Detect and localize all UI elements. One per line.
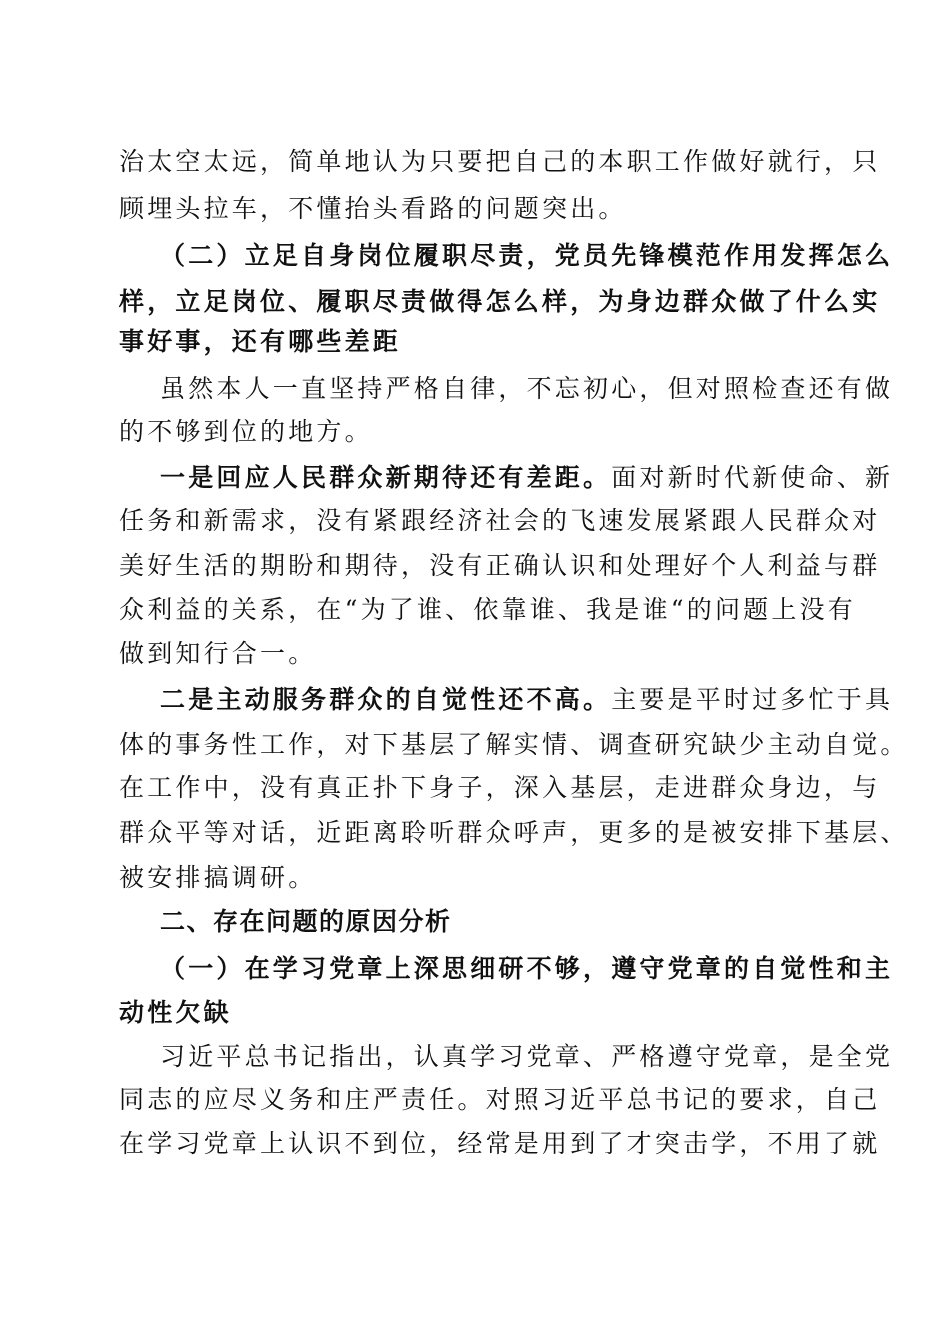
body-line [119, 861, 316, 895]
text-run: 在工作中，没有真正扑下身子，深入基层，走进群众身边，与 [119, 773, 881, 802]
body-line [160, 461, 893, 495]
body-line [119, 728, 909, 762]
body-line [119, 771, 880, 805]
body-line [160, 1040, 893, 1074]
text-run: 任务和新需求，没有紧跟经济社会的飞速发展紧跟人民群众对 [119, 506, 881, 535]
subheading-line [119, 325, 401, 359]
text-run: 被安排搞调研。 [119, 863, 317, 892]
text-run: 二、存在问题的原因分析 [160, 907, 452, 936]
text-run: （二）立足自身岗位履职尽责，党员先锋模范作用发挥怎么 [160, 241, 894, 270]
text-run: 治太空太远，简单地认为只要把自己的本职工作做好就行，只 [119, 147, 881, 176]
body-line [160, 683, 893, 717]
text-run: 主要是平时过多忙于具 [611, 685, 894, 714]
text-run: 群众平等对话，近距离聆听群众呼声，更多的是被安排下基层、 [119, 818, 909, 847]
text-run: 体的事务性工作，对下基层了解实情、调查研究缺少主动自觉。 [119, 730, 909, 759]
text-run: 顾埋头拉车，不懂抬头看路的问题突出。 [119, 194, 627, 223]
section-heading [160, 905, 452, 939]
body-line [119, 415, 373, 449]
text-run: 动性欠缺 [119, 998, 232, 1027]
body-line [119, 816, 909, 850]
body-line [119, 504, 880, 538]
text-run: 样，立足岗位、履职尽责做得怎么样，为身边群众做了什么实 [119, 287, 881, 316]
text-run: 习近平总书记指出，认真学习党章、严格遵守党章，是全党 [160, 1042, 894, 1071]
subheading-line [160, 239, 893, 273]
body-line [160, 372, 893, 406]
text-run: 面对新时代新使命、新 [611, 463, 894, 492]
body-line [119, 192, 627, 226]
text-run: 在学习党章上认识不到位，经常是用到了才突击学，不用了就 [119, 1129, 881, 1158]
subheading-line [119, 285, 880, 319]
text-run: 的不够到位的地方。 [119, 417, 373, 446]
body-line [119, 145, 880, 179]
body-line [119, 1127, 880, 1161]
lead-phrase: 二是主动服务群众的自觉性还不高。 [160, 685, 612, 714]
text-run: 做到知行合一。 [119, 639, 317, 668]
subheading-line [160, 952, 893, 986]
text-run: 事好事，还有哪些差距 [119, 327, 402, 356]
text-run: （一）在学习党章上深思细研不够，遵守党章的自觉性和主 [160, 954, 894, 983]
text-run: 众利益的关系，在“为了谁、依靠谁、我是谁“的问题上没有 [119, 595, 856, 624]
body-line [119, 549, 880, 583]
body-line [119, 637, 316, 671]
lead-phrase: 一是回应人民群众新期待还有差距。 [160, 463, 612, 492]
body-line [119, 1083, 880, 1117]
text-run: 美好生活的期盼和期待，没有正确认识和处理好个人利益与群 [119, 551, 881, 580]
text-run: 虽然本人一直坚持严格自律，不忘初心，但对照检查还有做 [160, 374, 894, 403]
body-line [119, 593, 856, 627]
text-run: 同志的应尽义务和庄严责任。对照习近平总书记的要求，自己 [119, 1085, 881, 1114]
subheading-line [119, 996, 232, 1030]
